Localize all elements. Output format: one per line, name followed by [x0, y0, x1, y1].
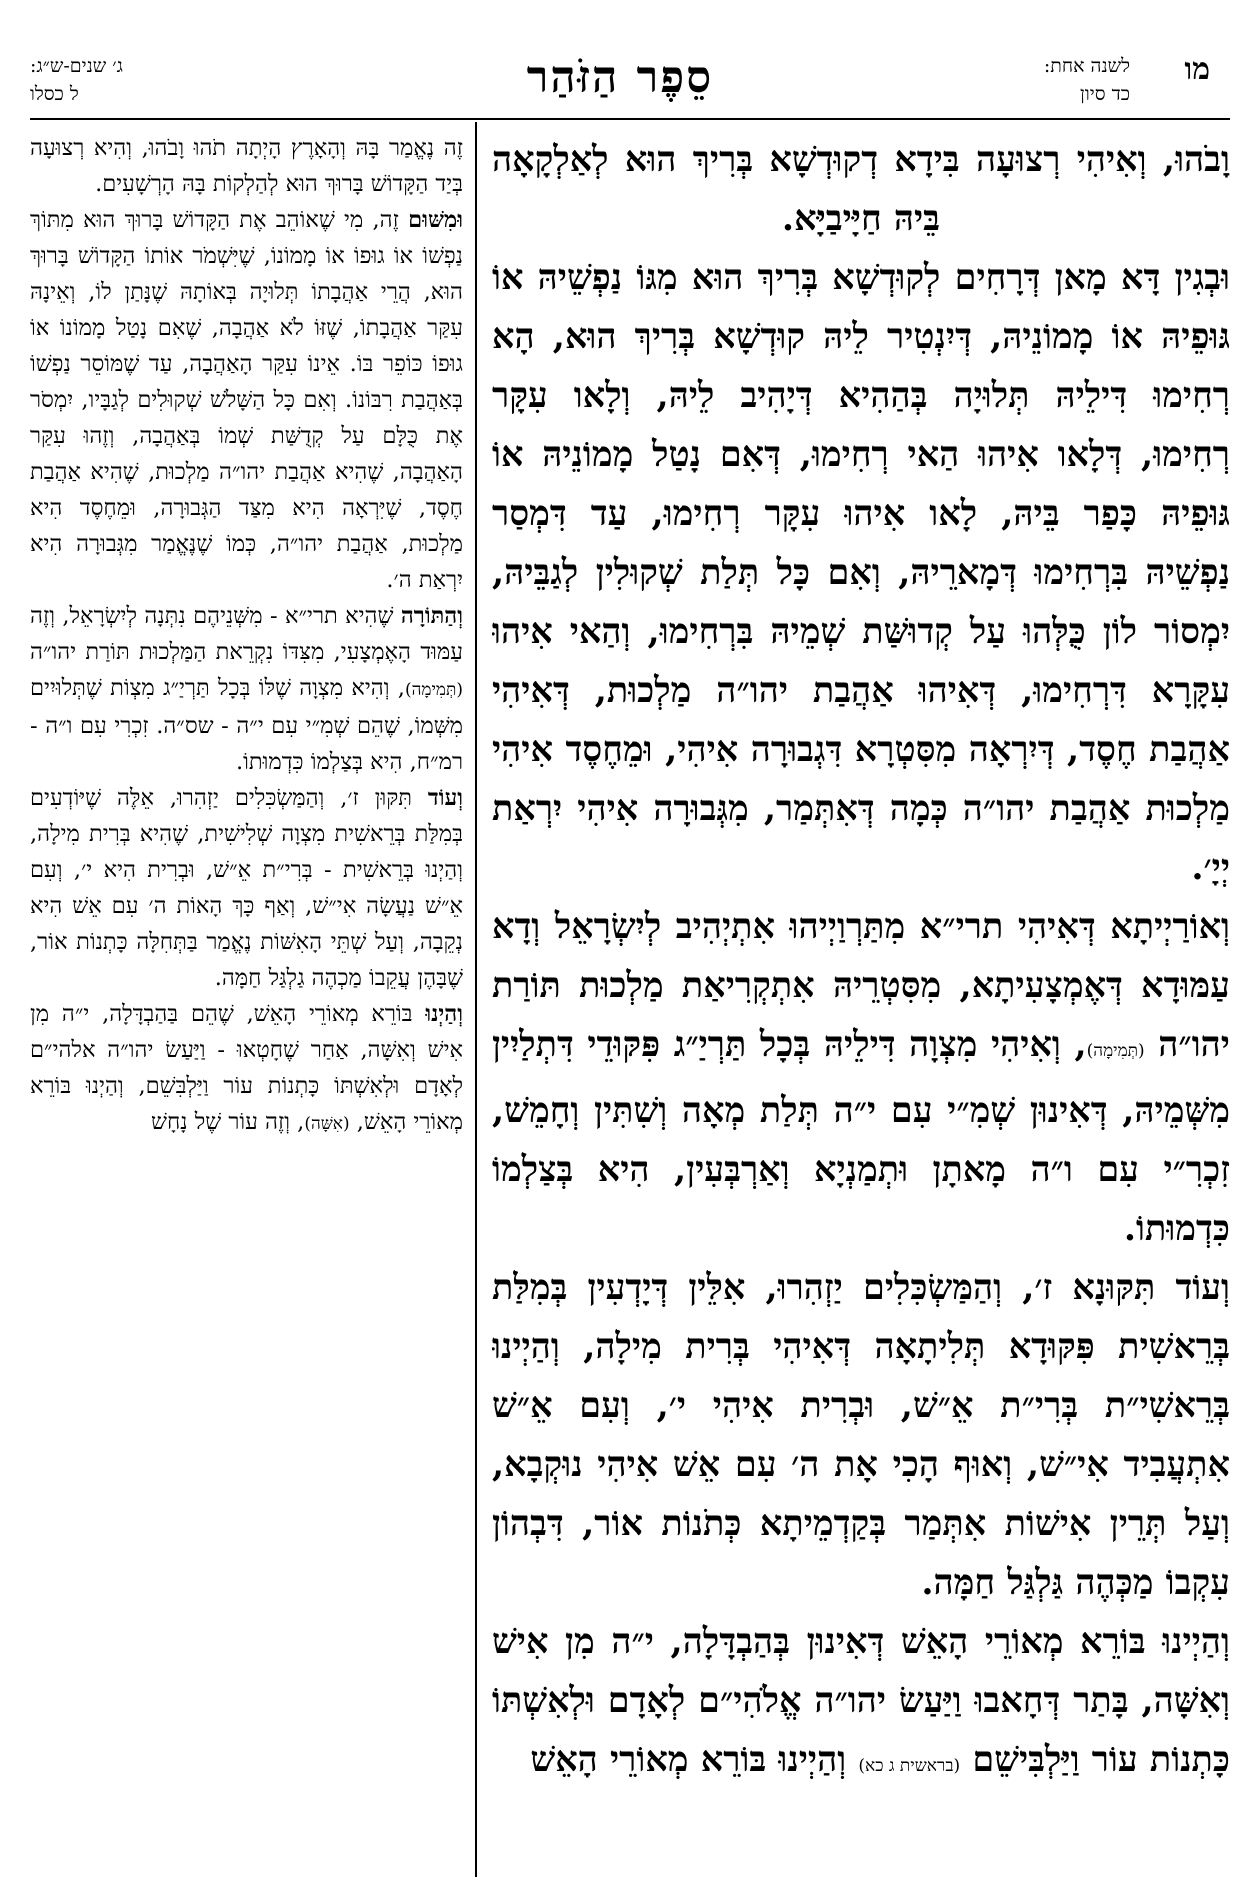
schedule-date: כד סיון	[1080, 83, 1130, 105]
paragraph	[492, 897, 1230, 1258]
paragraph	[30, 202, 463, 598]
source-reference: (אִשָּׁה)	[304, 1114, 350, 1134]
paragraph-text: זֶה נֶאֱמַר בָּהּ וְהָאָרֶץ הָיְתָה תֹהוּ וָבֹהוּ, וְהִיא רְצוּעָה בְּיַד הַקָּדוֹשׁ בָּרוּךְ הוּא לְהַלְקוֹת בָּהּ הָרְשָׁעִים.	[30, 135, 463, 197]
source-reference: (תְּמִימָה)	[1086, 1041, 1145, 1061]
translation-column	[30, 130, 463, 1870]
source-reference: (בראשית ג כא)	[858, 1756, 961, 1776]
column-divider	[475, 122, 477, 1877]
paragraph	[492, 1258, 1230, 1612]
paragraph-lead-word: וְעוֹד	[1175, 1267, 1230, 1308]
paragraph-text: , וְאִיהִי מִצְוָה דִּילֵיהּ בְּכָל תַּרְיַ״ג פִּקּוּדֵי דִּתְלַיִין מִשְּׁמֵיהּ, דְּאִינוּן שְׁמִ״י עִם י״ה תְּלַת מְאָה וְשִׁתִּין וְחָמֵשׁ, זִכְרִ״י עִם ו״ה מָאתָן וּתְמַנְיָא וְאַרְבְּעִין, הִיא בְּצַלְמוֹ כִּדְמוּתוֹ.	[492, 1024, 1230, 1249]
paragraph-text: , וְהִיא מִצְוָה שֶׁלּוֹ בְּכָל תַּרְיַ״ג מִצְוֹת שֶׁתְּלוּיִים מִשְּׁמוֹ, שֶׁהֵם שְׁמִ״י עִם י״ה - שס״ה. זִכְרִי עִם ו״ה - רמ״ח, הִיא בְּצַלְמוֹ כִּדְמוּתוֹ.	[30, 675, 463, 775]
paragraph-text: דָּא מָאן דְּרָחִים לְקוּדְשָׁא בְּרִיךְ הוּא מִגּוֹ נַפְשֵׁיהּ אוֹ גּוּפֵיהּ אוֹ מָמוֹנֵיהּ, דְּיִנְטִיר לֵיהּ קוּדְשָׁא בְּרִיךְ הוּא, הָא רְחִימוּ דִּילֵיהּ תְּלוּיָה בְּהַהִיא דְּיָהִיב לֵיהּ, וְלָאו עִקָּר רְחִימוּ, דְּלָאו אִיהוּ הַאי רְחִימוּ, דְּאִם נָטַל מָמוֹנֵיהּ אוֹ גּוּפֵיהּ כָּפַר בֵּיהּ, לָאו אִיהוּ עִקָּר רְחִימוּ, עַד דִּמְסַר נַפְשֵׁיהּ בִּרְחִימוּ דְּמָארֵיהּ, וְאִם כָּל תְּלַת שְׁקוּלִין לְגַבֵּיהּ, יִמְסוֹר לוֹן כֻּלְּהוּ עַל קְדוּשַּׁת שְׁמֵיהּ בִּרְחִימוּ, וְהַאי אִיהוּ עִקָּרָא דִּרְחִימוּ, דְּאִיהוּ אַהֲבַת יהו״ה מַלְכוּת, דְּאִיהִי אַהֲבַת חֶסֶד, דְּיִרְאָה מִסִּטְרָא דִּגְבוּרָה אִיהִי, וּמֵחֶסֶד אִיהִי מַלְכוּת אַהֲבַת יהו״ה כְּמָה דְּאִתְּמַר, מִגְּבוּרָה אִיהִי יִרְאַת יְיָ׳.	[492, 257, 1230, 888]
paragraph-text: וְהַיְינוּ בּוֹרֵא מְאוֹרֵי הָאֵשׁ	[530, 1739, 859, 1780]
paragraph-text: בּוֹרֵא מְאוֹרֵי הָאֵשׁ דְּאִינוּן בְּהַבְדָּלָה, י״ה מִן אִישׁ וְאִשָּׁה, בָּתַר דְּחָאבוּ וַיַּעַשׂ יהו״ה אֱלֹהִי״ם לְאָדָם וּלְאִשְׁתּוֹ כָּתְנוֹת עוֹר וַיַּלְבִּישֵׁם	[492, 1621, 1230, 1780]
paragraph-lead-word: וּמִשּׁוּם	[408, 207, 463, 233]
paragraph-lead-word: וְהַיְינוּ	[1162, 1621, 1230, 1662]
schedule-date: ל כסלו	[30, 83, 79, 105]
paragraph	[492, 1612, 1230, 1796]
schedule-label: ג׳ שנים-ש״ג:	[30, 55, 123, 77]
paragraph-text: שֶׁהִיא תרי״א - מִשְּׁנֵיהֶם נִתְּנָה לְיִשְׂרָאֵל, וְזֶה עַמּוּד הָאֶמְצָעִי, מִצִּדּוֹ נִקְרֵאת הַמַּלְכוּת תּוֹרַת יהו״ה	[30, 603, 463, 665]
paragraph-text: דְּאִיהִי תרי״א מִתַּרְוַיְיהוּ אִתְיְהִיב לְיִשְׂרָאֵל וְדָא עַמּוּדָא דְּאֶמְצָעִיתָא, מִסִּטְרֵיהּ אִתְקְרִיאַת מַלְכוּת תּוֹרַת יהו״ה	[492, 906, 1230, 1065]
paragraph	[30, 780, 463, 996]
page-number: מו	[1184, 52, 1210, 87]
paragraph-text: בּוֹרֵא מְאוֹרֵי הָאֵשׁ, שֶׁהֵם בַּהַבְדָּלָה, י״ה מִן אִישׁ וְאִשָּׁה, אַחַר שֶׁחָטְאוּ - וַיַּעַשׂ יהו״ה אלהי״ם לְאָדָם וּלְאִשְׁתּוֹ כָּתְנוֹת עוֹר וַיַּלְבִּשֵׁם, וְהַיְנוּ בּוֹרֵא מְאוֹרֵי הָאֵשׁ,	[30, 1001, 463, 1135]
source-reference: (תְּמִימָה)	[404, 680, 463, 700]
paragraph	[492, 130, 1230, 248]
main-text-column	[492, 130, 1230, 1870]
paragraph-text: תִּקּוּנָא ז׳, וְהַמַּשְׂכִּלִים יַזְהִרוּ, אִלֵּין דְּיָדְעִין בְּמִלַּת בְּרֵאשִׁית פִּקּוּדָא תְּלִיתָאָה דְּאִיהִי בְּרִית מִילָה, וְהַיְינוּ בְּרֵאשִׁי״ת בְּרִי״ת אֵ״שׁ, וּבְרִית אִיהִי י׳, וְעִם אֵ״שׁ אִתְעֲבִיד אִי״שׁ, וְאוּף הָכִי אָת ה׳ עִם אֵשׁ אִיהִי נוּקְבָא, וְעַל תְּרֵין אִישׁוֹת אִתְּמַר בְּקַדְמֵיתָא כְּתֹנוֹת אוֹר, דִּבְהוֹן עִקְבוֹ מַכְּהֶה גַּלְגַּל חַמָּה.	[492, 1267, 1230, 1603]
paragraph	[30, 996, 463, 1142]
header-rule	[30, 118, 1230, 120]
paragraph-lead-word: וְעוֹד	[427, 785, 463, 811]
page-header	[30, 52, 1210, 122]
paragraph-lead-word: וְהַיְנוּ	[425, 1001, 463, 1027]
paragraph	[30, 130, 463, 202]
paragraph-text: וָבֹהוּ, וְאִיהִי רְצוּעָה בִּידָא דְקוּדְשָׁא בְּרִיךְ הוּא לְאַלְקָאָה בֵּיהּ חַיָּיבַיָּא.	[492, 139, 1230, 239]
study-schedule-three-years	[30, 52, 123, 108]
paragraph-text: , וְזֶה עוֹר שֶׁל נָחָשׁ	[151, 1109, 305, 1135]
paragraph	[492, 248, 1230, 897]
paragraph-lead-word: וְהַתּוֹרָה	[400, 603, 463, 629]
paragraph-lead-word: וּבְגִין	[1174, 257, 1230, 298]
book-title: סֵפֶר הַזֹּהַר	[526, 52, 714, 103]
paragraph-lead-word: וְאוֹרַיְיתָא	[1110, 906, 1230, 947]
schedule-label: לשנה אחת:	[1043, 55, 1130, 77]
paragraph-text: תִּקּוּן ז׳, וְהַמַּשְׂכִּלִים יַזְהִרוּ, אֵלֶּה שֶׁיּוֹדְעִים בְּמִלַּת בְּרֵאשִׁית מִצְוָה שְׁלִישִׁית, שֶׁהִיא בְּרִית מִילָה, וְהַיְנוּ בְּרֵאשִׁית - בְּרִי״ת אֵ״שׁ, וּבְרִית הִיא י׳, וְעִם אֵ״שׁ נַעֲשָׂה אִי״שׁ, וְאַף כָּךְ הָאוֹת ה׳ עִם אֵשׁ הִיא נְקֵבָה, וְעַל שְׁתֵּי הָאִשּׁוֹת נֶאֱמַר בַּתְּחִלָּה כָּתְנוֹת אוֹר, שֶׁבָּהֶן עֲקֵבוֹ מַכְהֶה גַלְגַּל חַמָּה.	[30, 785, 463, 991]
paragraph	[30, 598, 463, 780]
paragraph-text: זֶה, מִי שֶׁאוֹהֵב אֶת הַקָּדוֹשׁ בָּרוּךְ הוּא מִתּוֹךְ נַפְשׁוֹ אוֹ גוּפוֹ אוֹ מָמוֹנוֹ, שֶׁיִּשְׁמֹר אוֹתוֹ הַקָּדוֹשׁ בָּרוּךְ הוּא, הֲרֵי אַהֲבָתוֹ תְּלוּיָה בְּאוֹתָהּ שֶׁנָּתַן לוֹ, וְאֵינָהּ עִקַּר אַהֲבָתוֹ, שֶׁזּוֹ לֹא אַהֲבָה, שֶׁאִם נָטַל מָמוֹנוֹ אוֹ גוּפוֹ כּוֹפֵר בּוֹ. אֵינוֹ עִקַּר הָאַהֲבָה, עַד שֶׁמּוֹסֵר נַפְשׁוֹ בְּאַהֲבַת רִבּוֹנוֹ. וְאִם כָּל הַשָּׁלֹשׁ שְׁקוּלִים לְגַבָּיו, יִמְסֹר אֶת כֻּלָּם עַל קְדֻשַּׁת שְׁמוֹ בְּאַהֲבָה, וְזֶהוּ עִקַּר הָאַהֲבָה, שֶׁהִיא אַהֲבַת יהו״ה מַלְכוּת, שֶׁהִיא אַהֲבַת חֶסֶד, שֶׁיִּרְאָה הִיא מִצַּד הַגְּבוּרָה, וּמֵחֶסֶד הִיא מַלְכוּת, אַהֲבַת יהו״ה, כְּמוֹ שֶׁנֶּאֱמַר מִגְּבוּרָה הִיא יִרְאַת ה׳.	[30, 207, 463, 593]
